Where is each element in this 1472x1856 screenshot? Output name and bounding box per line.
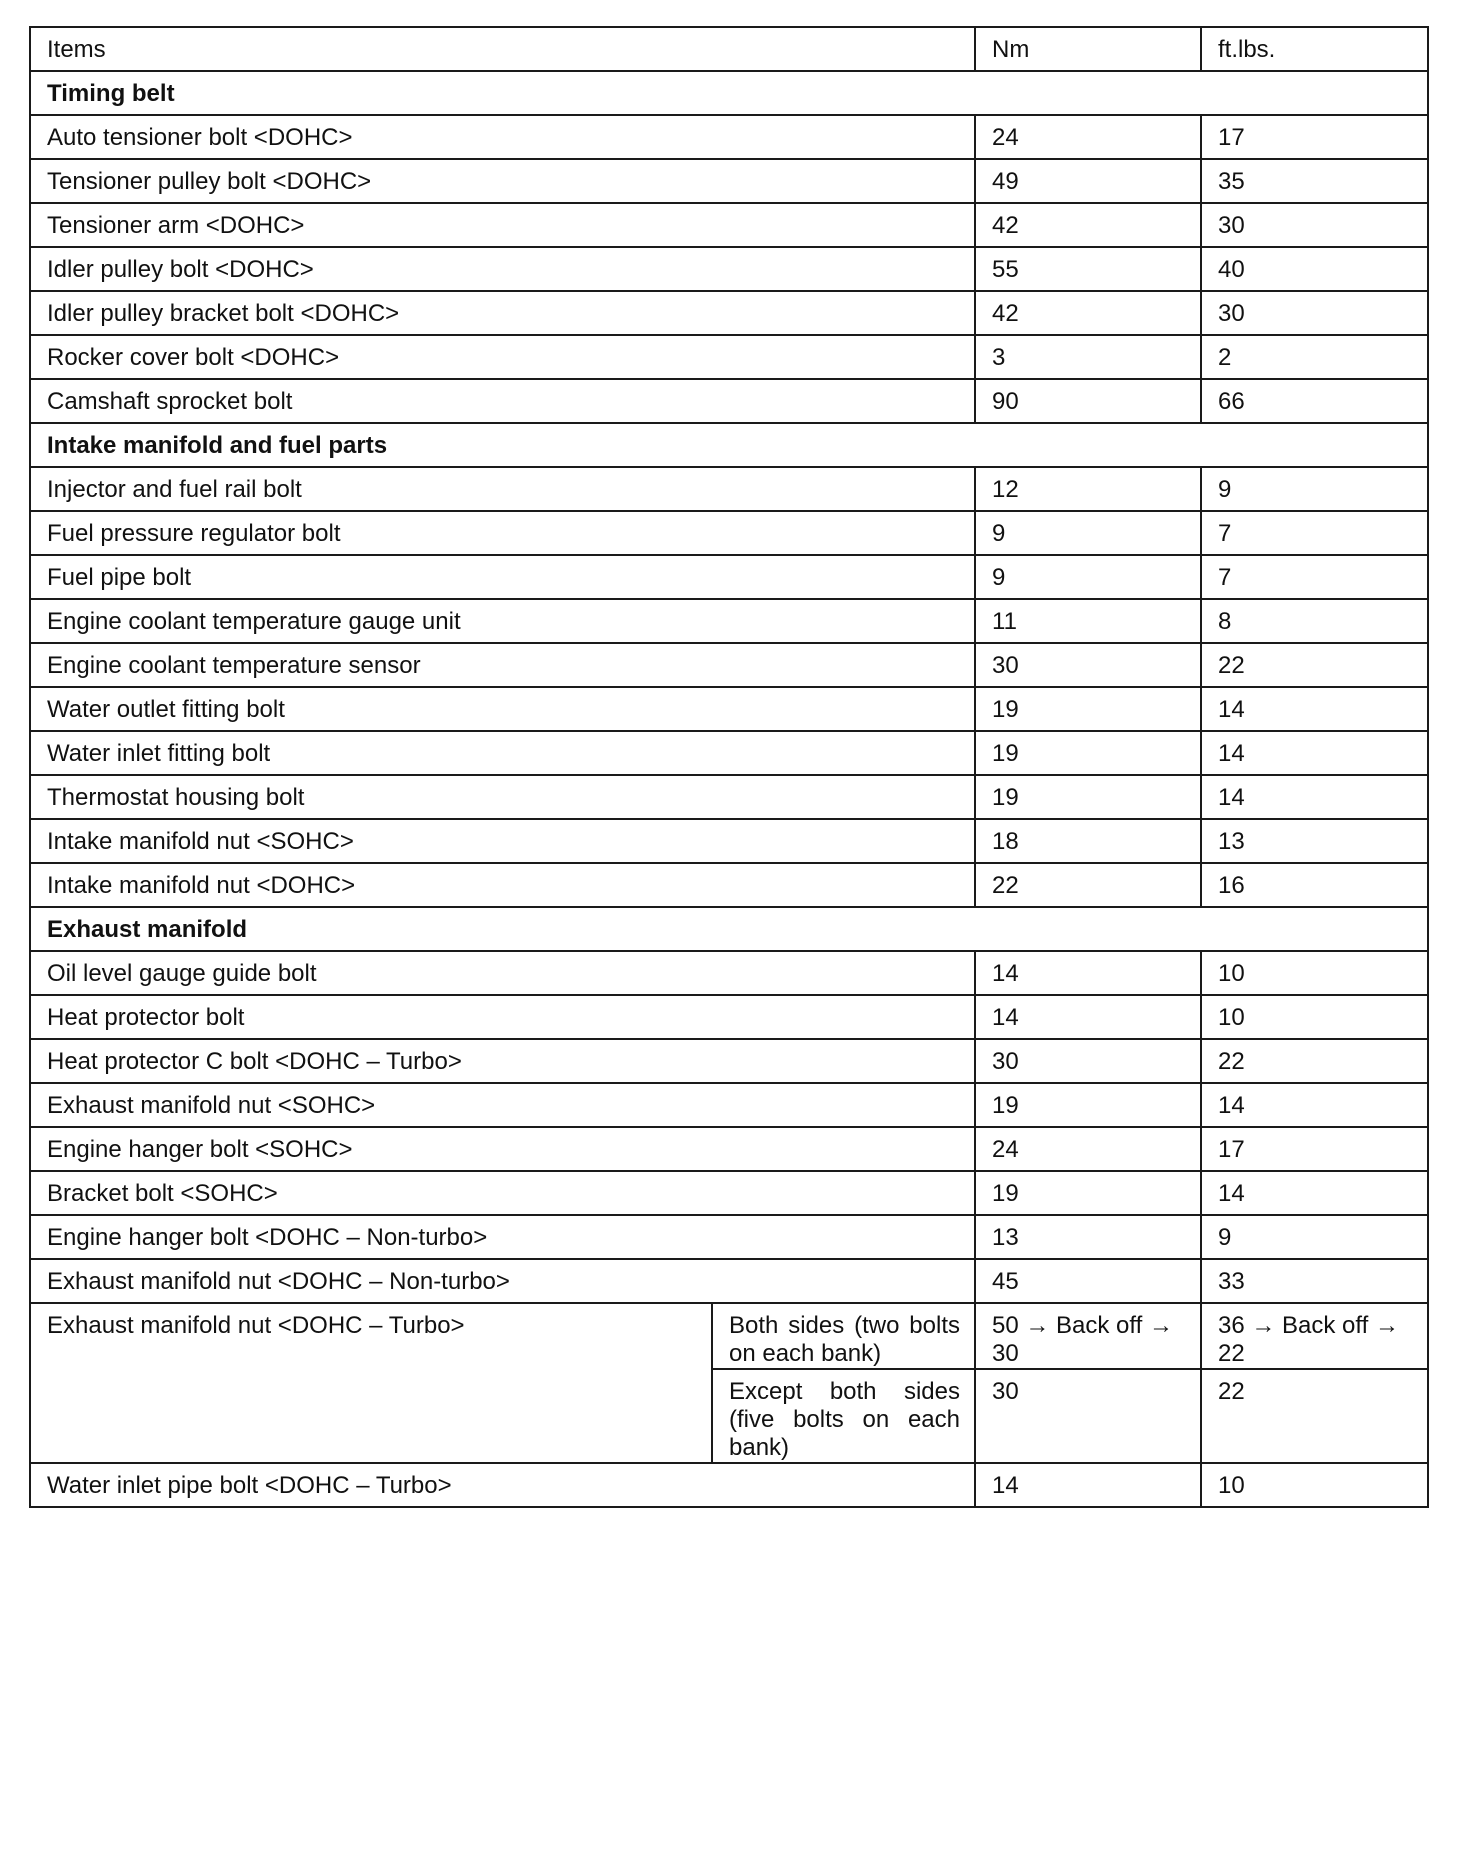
nm-cell: 19: [975, 775, 1201, 819]
ftlbs-cell: 22: [1201, 643, 1428, 687]
nm-cell: 50 → Back off → 30: [975, 1303, 1201, 1369]
item-cell: Tensioner pulley bolt <DOHC>: [30, 159, 975, 203]
item-cell: Engine coolant temperature gauge unit: [30, 599, 975, 643]
table-row: [30, 863, 1428, 907]
table-row: [30, 291, 1428, 335]
table-row: [30, 379, 1428, 423]
table-row: [30, 1083, 1428, 1127]
table-row: [30, 1259, 1428, 1303]
item-cell: Bracket bolt <SOHC>: [30, 1171, 975, 1215]
item-cell: Engine hanger bolt <SOHC>: [30, 1127, 975, 1171]
nm-cell: 9: [975, 555, 1201, 599]
table-row: [30, 1039, 1428, 1083]
nm-cell: 30: [975, 643, 1201, 687]
section-title: Exhaust manifold: [30, 907, 1428, 951]
condition-cell: Both sides (two bolts on each bank): [712, 1303, 975, 1369]
ftlbs-cell: 22: [1201, 1039, 1428, 1083]
ftlbs-cell: 17: [1201, 115, 1428, 159]
item-cell: Camshaft sprocket bolt: [30, 379, 975, 423]
nm-cell: 19: [975, 1171, 1201, 1215]
ftlbs-cell: 9: [1201, 467, 1428, 511]
table-row: [30, 247, 1428, 291]
item-cell: Water outlet fitting bolt: [30, 687, 975, 731]
table-row: [30, 1127, 1428, 1171]
table-row: [30, 731, 1428, 775]
item-cell: Heat protector C bolt <DOHC – Turbo>: [30, 1039, 975, 1083]
ftlbs-cell: 30: [1201, 203, 1428, 247]
table-row: [30, 1215, 1428, 1259]
nm-cell: 19: [975, 1083, 1201, 1127]
nm-cell: 49: [975, 159, 1201, 203]
nm-cell: 22: [975, 863, 1201, 907]
nm-cell: 30: [975, 1039, 1201, 1083]
header-ftlbs: ft.lbs.: [1201, 27, 1428, 71]
nm-cell: 30: [975, 1369, 1201, 1463]
nm-cell: 11: [975, 599, 1201, 643]
item-cell: Idler pulley bolt <DOHC>: [30, 247, 975, 291]
ftlbs-cell: 30: [1201, 291, 1428, 335]
table-row: [30, 115, 1428, 159]
nm-cell: 14: [975, 1463, 1201, 1507]
item-cell: Fuel pressure regulator bolt: [30, 511, 975, 555]
section-header-row: [30, 423, 1428, 467]
torque-spec-table: [29, 26, 1429, 1508]
nm-cell: 19: [975, 731, 1201, 775]
table-row: [30, 995, 1428, 1039]
nm-cell: 9: [975, 511, 1201, 555]
item-cell: Idler pulley bracket bolt <DOHC>: [30, 291, 975, 335]
nm-cell: 3: [975, 335, 1201, 379]
item-cell: Exhaust manifold nut <DOHC – Non-turbo>: [30, 1259, 975, 1303]
nm-cell: 18: [975, 819, 1201, 863]
ftlbs-cell: 13: [1201, 819, 1428, 863]
ftlbs-cell: 36 → Back off → 22: [1201, 1303, 1428, 1369]
item-cell: Injector and fuel rail bolt: [30, 467, 975, 511]
item-cell: Oil level gauge guide bolt: [30, 951, 975, 995]
item-cell: Heat protector bolt: [30, 995, 975, 1039]
table-row: [30, 775, 1428, 819]
table-row: [30, 511, 1428, 555]
nm-cell: 90: [975, 379, 1201, 423]
table-row: [30, 1171, 1428, 1215]
ftlbs-cell: 35: [1201, 159, 1428, 203]
item-cell: Rocker cover bolt <DOHC>: [30, 335, 975, 379]
ftlbs-cell: 14: [1201, 1171, 1428, 1215]
item-cell: Tensioner arm <DOHC>: [30, 203, 975, 247]
nm-cell: 42: [975, 291, 1201, 335]
table-row: [30, 159, 1428, 203]
ftlbs-cell: 2: [1201, 335, 1428, 379]
item-cell: Engine hanger bolt <DOHC – Non-turbo>: [30, 1215, 975, 1259]
ftlbs-cell: 7: [1201, 511, 1428, 555]
table-row: [30, 467, 1428, 511]
item-cell: Fuel pipe bolt: [30, 555, 975, 599]
item-cell: Auto tensioner bolt <DOHC>: [30, 115, 975, 159]
table-row: [30, 819, 1428, 863]
item-cell: Thermostat housing bolt: [30, 775, 975, 819]
nm-cell: 24: [975, 115, 1201, 159]
nm-cell: 55: [975, 247, 1201, 291]
ftlbs-cell: 66: [1201, 379, 1428, 423]
ftlbs-cell: 14: [1201, 731, 1428, 775]
ftlbs-cell: 16: [1201, 863, 1428, 907]
item-cell: Engine coolant temperature sensor: [30, 643, 975, 687]
item-cell: Exhaust manifold nut <SOHC>: [30, 1083, 975, 1127]
table-row: [30, 643, 1428, 687]
nm-cell: 45: [975, 1259, 1201, 1303]
nm-cell: 24: [975, 1127, 1201, 1171]
torque-spec-body: [30, 27, 1428, 1507]
ftlbs-cell: 22: [1201, 1369, 1428, 1463]
ftlbs-cell: 7: [1201, 555, 1428, 599]
ftlbs-cell: 17: [1201, 1127, 1428, 1171]
item-cell: Water inlet pipe bolt <DOHC – Turbo>: [30, 1463, 975, 1507]
item-cell: Intake manifold nut <DOHC>: [30, 863, 975, 907]
table-row: [30, 335, 1428, 379]
table-row: [30, 951, 1428, 995]
condition-cell: Except both sides (five bolts on each bank): [712, 1369, 975, 1463]
table-row: [30, 687, 1428, 731]
item-cell: Water inlet fitting bolt: [30, 731, 975, 775]
nm-cell: 42: [975, 203, 1201, 247]
section-header-row: [30, 907, 1428, 951]
table-row: [30, 203, 1428, 247]
ftlbs-cell: 10: [1201, 951, 1428, 995]
table-row: [30, 599, 1428, 643]
section-title: Timing belt: [30, 71, 1428, 115]
ftlbs-cell: 14: [1201, 1083, 1428, 1127]
ftlbs-cell: 9: [1201, 1215, 1428, 1259]
ftlbs-cell: 40: [1201, 247, 1428, 291]
ftlbs-cell: 14: [1201, 775, 1428, 819]
section-header-row: [30, 71, 1428, 115]
nm-cell: 19: [975, 687, 1201, 731]
header-items: Items: [30, 27, 975, 71]
nm-cell: 14: [975, 951, 1201, 995]
section-title: Intake manifold and fuel parts: [30, 423, 1428, 467]
header-row: [30, 27, 1428, 71]
nm-cell: 13: [975, 1215, 1201, 1259]
ftlbs-cell: 33: [1201, 1259, 1428, 1303]
nm-cell: 12: [975, 467, 1201, 511]
table-row: [30, 1463, 1428, 1507]
table-row: [30, 1303, 1428, 1369]
ftlbs-cell: 14: [1201, 687, 1428, 731]
item-cell: Intake manifold nut <SOHC>: [30, 819, 975, 863]
ftlbs-cell: 8: [1201, 599, 1428, 643]
item-cell: Exhaust manifold nut <DOHC – Turbo>: [30, 1303, 712, 1463]
ftlbs-cell: 10: [1201, 995, 1428, 1039]
header-nm: Nm: [975, 27, 1201, 71]
table-row: [30, 555, 1428, 599]
ftlbs-cell: 10: [1201, 1463, 1428, 1507]
nm-cell: 14: [975, 995, 1201, 1039]
